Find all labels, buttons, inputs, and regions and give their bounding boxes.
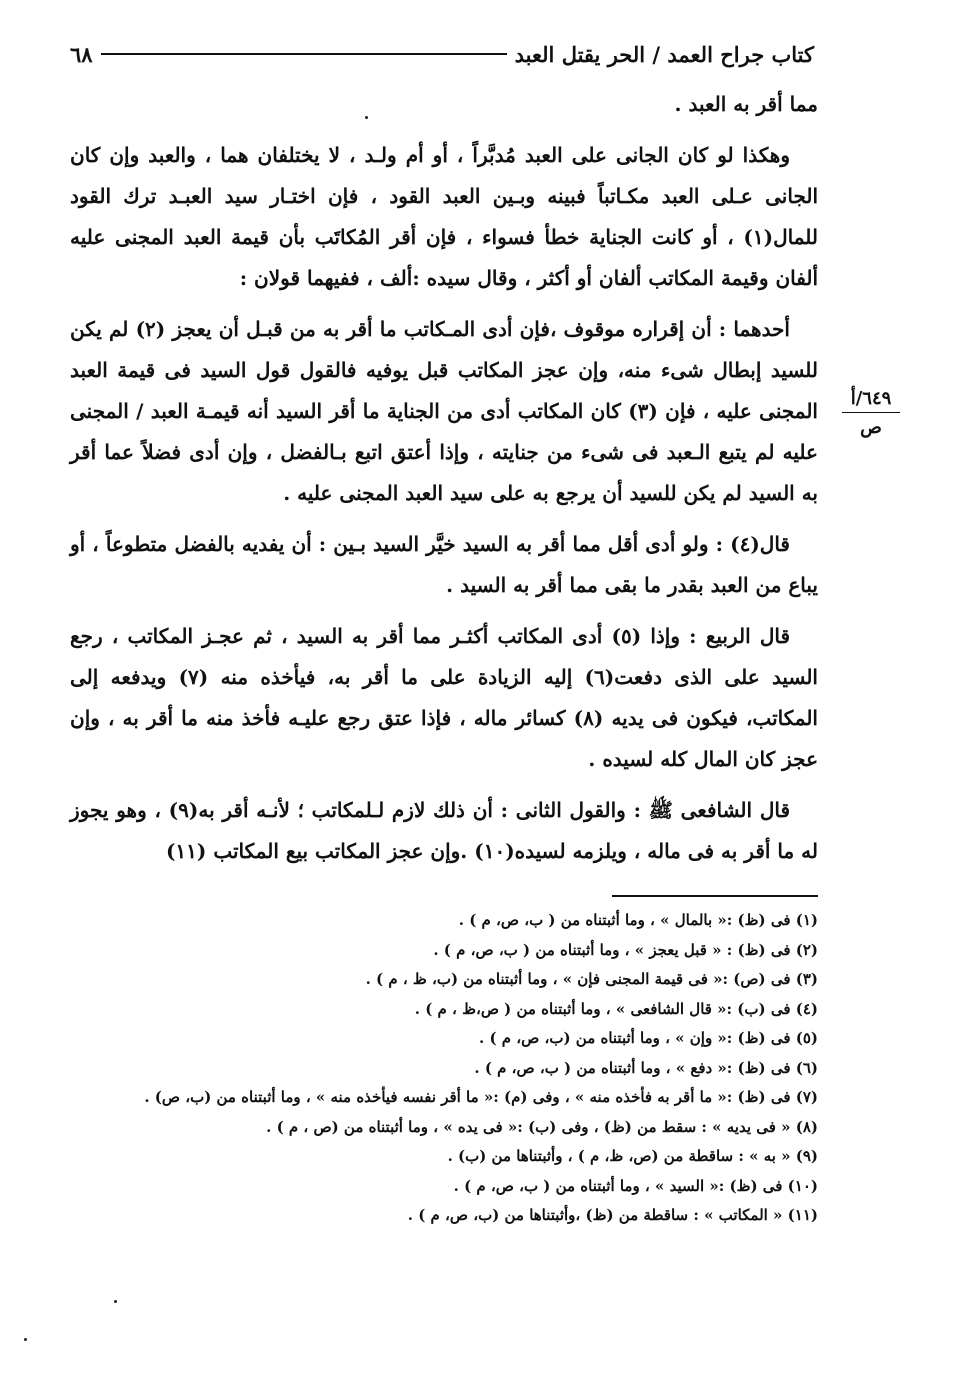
page-header: [60, 34, 820, 74]
paragraph: [70, 616, 818, 780]
main-text: [70, 84, 818, 882]
manuscript-siglum: ص: [860, 417, 882, 438]
footnote: (١١) « المكاتب » : ساقطة من (ظ) ،وأثبتناها من (ب، ص، م ) .: [407, 1206, 818, 1224]
footnote-divider: [612, 895, 818, 897]
paragraph-lead: قال الشافعى ﷺ: [648, 798, 791, 822]
paragraph: [70, 790, 818, 872]
footnote: (٣) فى (ص) :« فى قيمة المجنى فإن » ، وما أثبتناه من (ب، ظ ، م ) .: [365, 970, 818, 988]
paragraph-lead: أحدهما: [733, 317, 790, 341]
page-number: ٦٨: [70, 41, 93, 67]
footnote: (٢) فى (ظ) : « قبل يعجز » ، وما أثبتناه من ( ب، ص، م ) .: [433, 940, 818, 959]
paragraph: [70, 135, 818, 299]
footnote: (٤) فى (ب) :« قال الشافعى » ، وما أثبتناه من ( ص،ظ ، م ) .: [414, 999, 818, 1018]
running-title: كتاب جراح العمد / الحر يقتل العبد: [514, 41, 814, 67]
paragraph-text: وهكذا لو كان الجانى على العبد مُدبَّراً ، أو أم ولـد ، لا يختلفان هما ، والعبد وإن كان الجانى عـلى العبد مكـاتباً فبينه وبـين العبد القود ، فإن اختـار سيد العبـد ترك القود للمال(١) ، أو كانت الجناية خطأ فسواء ، فإن أقر المُكاتَب بأن قيمة العبد المجنى عليه ألفان وقيمة المكاتب ألفان أو أكثر ، وقال سيده :ألف ، ففيهما قولان :: [70, 143, 819, 290]
header-rule: [101, 53, 507, 55]
footnotes: [70, 906, 818, 1231]
manuscript-folio-note: [842, 388, 900, 439]
footnote: (١) فى (ظ) :« بالمال » ، وما أثبتناه من ( ب، ص، م ) .: [458, 911, 818, 929]
footnote: (١٠) فى (ظ) :« السيد » ، وما أثبتناه من ( ب، ص، م ) .: [453, 1176, 818, 1195]
footnote: (٨) « فى يديه » : سقط من (ظ) ، وفى (ب) :« فى يده » ، وما أثبتناه من (ص ، م ) .: [266, 1117, 818, 1136]
footnote: (٥) فى (ظ) :« وإن » ، وما أثبتناه من (ب، ص، م ) .: [479, 1029, 818, 1047]
paragraph-lead: قال(٤): [730, 532, 790, 556]
paragraph: [70, 84, 818, 125]
folio-number: ٦٤٩/أ: [842, 388, 900, 413]
paragraph-text: : أن إقراره موقوف ،فإن أدى المـكاتب ما أقر به من قبـل أن يعجز (٢) لم يكن للسيد إبطال شىء منه، وإن عجز المكاتب قبل يوفيه فالقول قول السيد فى قيمة العبد المجنى عليه ، فإن (٣) كان المكاتب أدى من الجناية ما أقر السيد أنه قيمـة العبد / المجنى عليه لم يتبع الـعبد فى شىء من جنايته ، وإذا أعتق اتبع بـالفضل ، وإن أدى فضلاً عما أقر به السيد لم يكن للسيد أن يرجع به على سيد العبد المجنى عليه .: [70, 317, 818, 505]
scan-speck: [24, 1338, 27, 1341]
paragraph-text: قال الربيع : وإذا (٥) أدى المكاتب أكثـر مما أقر به السيد ، ثم عجـز المكاتب ، رجع السيد على الذى دفعت(٦) إليه الزيادة على ما أقر به، فيأخذه منه (٧) ويدفعه إلى المكاتب، فيكون فى يديه (٨) كسائر ماله ، فإذا عتق رجع عليـه فأخذ منه ما أقر به ، وإن عجز كان المال كله لسيده .: [70, 624, 818, 771]
paragraph: [70, 524, 818, 606]
paragraph: [70, 309, 818, 514]
footnote: (٧) فى (ظ) :« ما أقر به فأخذه منه » ، وفى (م) :« ما أقر نفسه فيأخذه منه » ، وما أثبتناه من (ب، ص) .: [144, 1088, 818, 1106]
footnote: (٦) فى (ظ) :« دفع » ، وما أثبتناه من ( ب، ص، م ) .: [474, 1058, 818, 1077]
scan-speck: [114, 1300, 117, 1303]
paragraph-text: : والقول الثانى : أن ذلك لازم لـلمكاتب ؛ لأنـه أقر به(٩) ، وهو يجوز له ما أقر به فى ماله ، ويلزمه لسيده(١٠) .وإن عجز المكاتب بيع المكاتب (١١): [70, 798, 818, 863]
paragraph-text: مما أقر به العبد .: [674, 92, 818, 116]
scan-speck: [365, 116, 368, 119]
footnote: (٩) « به » : ساقطة من (ص، ظ، م ) ، وأثبتناها من (ب) .: [447, 1147, 818, 1165]
paragraph-text: : ولو أدى أقل مما أقر به السيد خيَّر السيد بـين : أن يفديه بالفضل متطوعاً ، أو يباع من العبد بقدر ما بقى مما أقر به السيد .: [70, 532, 818, 597]
